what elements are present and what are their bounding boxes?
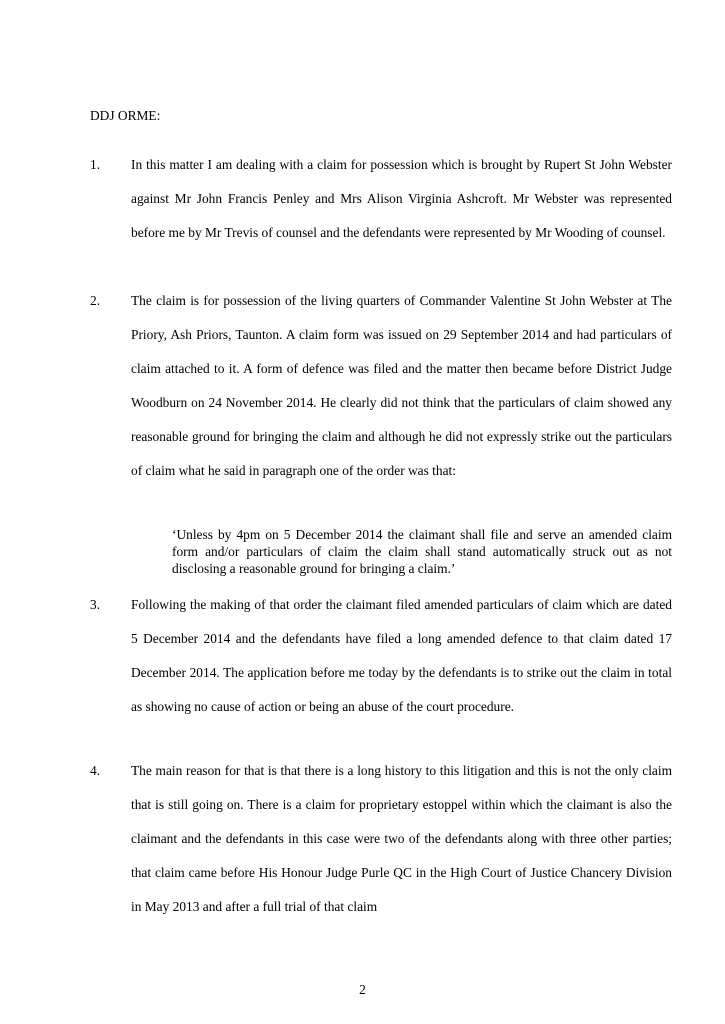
- paragraph-1: [90, 148, 672, 250]
- paragraph-number: 2.: [90, 293, 101, 308]
- page-number: 2: [359, 982, 366, 997]
- paragraph-number: 3.: [90, 597, 101, 612]
- paragraph-number: 1.: [90, 157, 101, 172]
- paragraph-text: The claim is for possession of the living quarters of Commander Valentine St John Webster at The Priory, Ash Priors, Taunton. A claim form was issued on 29 September 2014 and had particulars of claim attached to it. A form of defence was filed and the matter then became before District Judge Woodburn on 24 November 2014. He clearly did not think that the particulars of claim showed any reasonable ground for bringing the claim and although he did not expressly strike out the particulars of claim what he said in paragraph one of the order was that:: [131, 293, 672, 478]
- paragraph-text: Following the making of that order the claimant filed amended particulars of claim which are dated 5 December 2014 and the defendants have filed a long amended defence to that claim dated 17 December 2014. The application before me today by the defendants is to strike out the claim in total as showing no cause of action or being an abuse of the court procedure.: [131, 597, 672, 714]
- paragraph-2: [90, 284, 672, 488]
- paragraph-text: The main reason for that is that there is a long history to this litigation and this is not the only claim that is still going on. There is a claim for proprietary estoppel within which the claimant is also the claimant and the defendants in this case were two of the defendants along with three other parties; that claim came before His Honour Judge Purle QC in the High Court of Justice Chancery Division in May 2013 and after a full trial of that claim: [131, 763, 672, 914]
- paragraph-text: In this matter I am dealing with a claim for possession which is brought by Rupert St John Webster against Mr John Francis Penley and Mrs Alison Virginia Ashcroft. Mr Webster was represented before me by Mr Trevis of counsel and the defendants were represented by Mr Wooding of counsel.: [131, 157, 672, 240]
- paragraph-4: [90, 754, 672, 924]
- judge-heading: DDJ ORME:: [90, 108, 161, 123]
- paragraph-number: 4.: [90, 763, 101, 778]
- quoted-order: ‘Unless by 4pm on 5 December 2014 the claimant shall file and serve an amended claim form and/or particulars of claim the claim shall stand automatically struck out as not disclosing a reasonable ground for bringing a claim.’: [172, 527, 672, 576]
- paragraph-3: [90, 588, 672, 724]
